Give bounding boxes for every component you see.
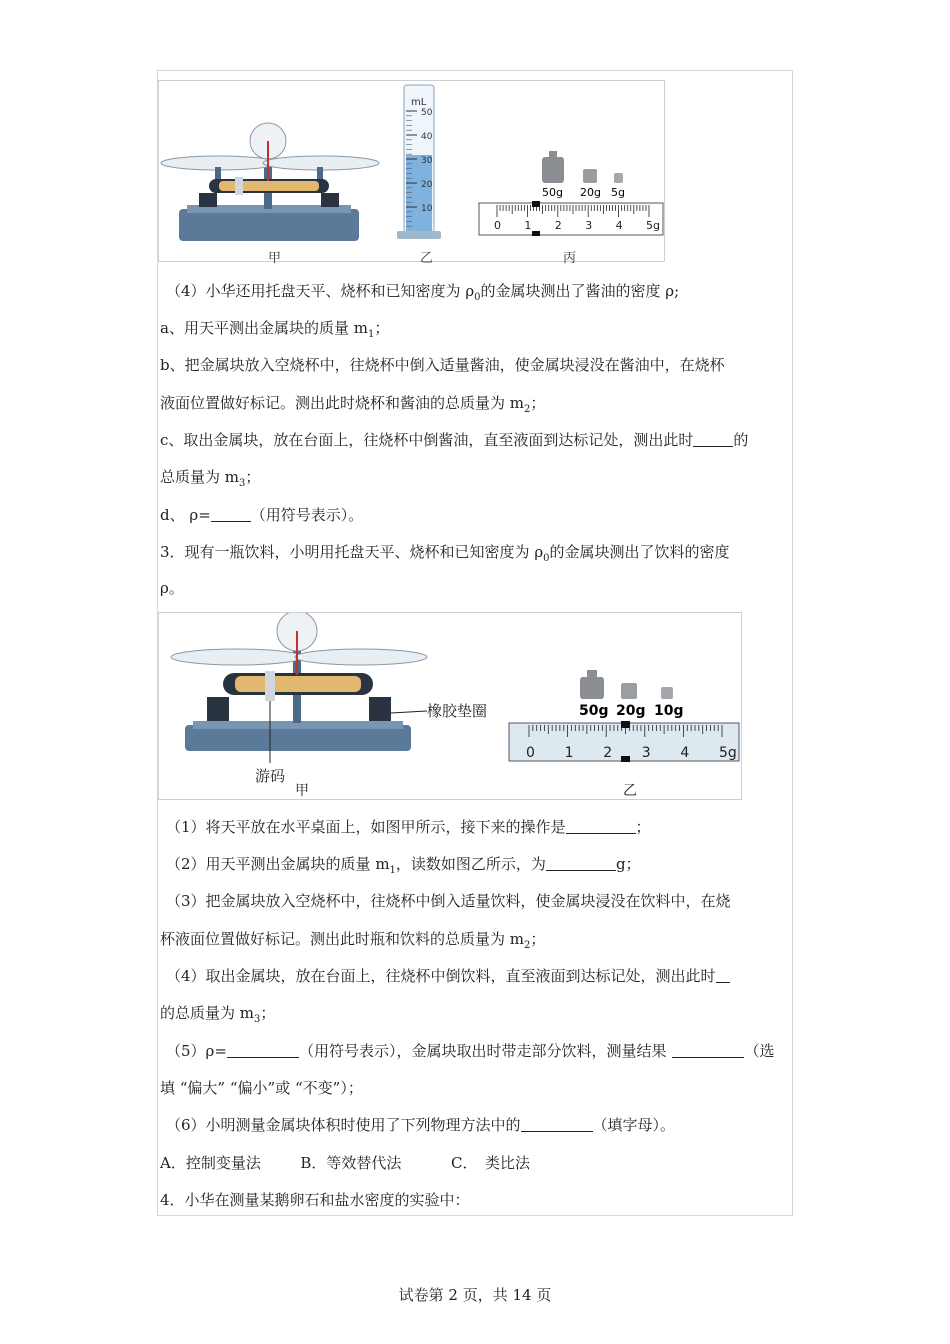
cylinder-tick-label: 10 [421, 204, 433, 214]
rider-scale [509, 723, 739, 761]
text-line: d、 ρ= （用符号表示）。 [160, 506, 364, 524]
answer-blank[interactable] [546, 856, 616, 871]
figure-balance-cylinder-weights [158, 80, 665, 262]
right-pan [295, 649, 427, 665]
figure1-drawing [159, 81, 664, 261]
left-pan [171, 649, 303, 665]
weight-20g [583, 169, 597, 183]
weight-label-5g: 5g [611, 186, 625, 199]
question-3-2: （2）用天平测出金属块的质量 $m_1$，读数如图乙所示，为 g； [166, 855, 641, 876]
scale-label: 2 [603, 745, 613, 761]
scale-label: 4 [615, 219, 623, 232]
fig2-caption-yi: 乙 [623, 783, 637, 799]
weight-label-50g: 50g [542, 186, 563, 199]
question-3-6: （6）小明测量金属块体积时使用了下列物理方法中的 （填字母）。 [166, 1116, 676, 1134]
weight-50g [542, 157, 564, 183]
fig1-caption-jia: 甲 [268, 251, 282, 266]
rider-label: 游码 [255, 767, 286, 785]
text-line: 的总质量为 $m_3$； [160, 1004, 276, 1025]
answer-blank[interactable] [693, 432, 733, 447]
cylinder-tick-label: 50 [421, 108, 433, 118]
question-3-5: （5）ρ= （用符号表示），金属块取出时带走部分饮料，测量结果 （选 [166, 1042, 775, 1060]
weight-10g [661, 687, 673, 699]
answer-blank[interactable] [716, 968, 730, 983]
question-3-3: （3）把金属块放入空烧杯中，往烧杯中倒入适量饮料，使金属块浸没在饮料中，在烧 [166, 892, 731, 910]
page-footer: 试卷第 2 页，共 14 页 [398, 1286, 552, 1304]
answer-blank[interactable] [521, 1117, 593, 1132]
weight-label-20g: 20g [580, 186, 601, 199]
scale-label: 1 [564, 745, 574, 761]
text-line: 液面位置做好标记。测出此时烧杯和酱油的总质量为 $m_2$； [160, 394, 546, 415]
scale-label: 5g [646, 219, 660, 232]
scale-label: 2 [554, 219, 562, 232]
text-line: ρ。 [160, 579, 184, 597]
scale-label: 5g [719, 745, 737, 761]
fig2-caption-jia: 甲 [295, 783, 309, 799]
text-line: 总质量为 $m_3$； [160, 468, 261, 489]
cylinder-unit: mL [411, 97, 427, 108]
balance-base [179, 209, 359, 241]
option-a[interactable]: A．控制变量法 [160, 1154, 261, 1172]
rider-scale [479, 203, 663, 235]
text-line: （4）小华还用托盘天平、烧杯和已知密度为 $\rho_0$的金属块测出了酱油的密度 ρ; [166, 282, 680, 303]
cylinder-tick-label: 40 [421, 132, 433, 142]
fig1-caption-bing: 丙 [563, 251, 577, 266]
scale-label: 3 [641, 745, 651, 761]
answer-blank[interactable] [566, 819, 636, 834]
answer-blank[interactable] [227, 1043, 299, 1058]
question-3-1: （1）将天平放在水平桌面上，如图甲所示，接下来的操作是 ； [166, 818, 651, 836]
scale-label: 0 [494, 219, 501, 232]
options-line [160, 1153, 530, 1173]
answer-blank[interactable] [672, 1043, 744, 1058]
text-line: c、取出金属块，放在台面上，往烧杯中倒酱油，直至液面到达标记处，测出此时 的 [160, 431, 749, 449]
text-line: 杯液面位置做好标记。测出此时瓶和饮料的总质量为 $m_2$； [160, 930, 546, 951]
option-b[interactable]: B．等效替代法 [300, 1154, 402, 1172]
question-4-stem: 4．小华在测量某鹅卵石和盐水密度的实验中： [160, 1191, 470, 1209]
scale-label: 3 [585, 219, 593, 232]
cylinder-tick-label: 30 [421, 156, 433, 166]
scale-label: 0 [526, 745, 535, 761]
weight-50g [580, 677, 604, 699]
rubber-ring-label: 橡胶垫圈 [427, 702, 488, 720]
question-3-stem: 3．现有一瓶饮料，小明用托盘天平、烧杯和已知密度为 $\rho_0$的金属块测出了饮料的密度 [160, 543, 730, 564]
figure2-drawing [159, 613, 741, 799]
scale-label: 4 [680, 745, 690, 761]
weight-5g [614, 173, 623, 183]
figure-balance-weights-2 [158, 612, 742, 800]
weight-label-20g: 20g [616, 703, 646, 719]
answer-blank[interactable] [211, 507, 251, 522]
text-line: 填 “偏大” “偏小”或 “不变”）； [160, 1079, 363, 1097]
weight-20g [621, 683, 637, 699]
option-c[interactable]: C． 类比法 [451, 1154, 530, 1172]
text-line: a、用天平测出金属块的质量 $m_1$； [160, 319, 390, 340]
question-3-4: （4）取出金属块，放在台面上，往烧杯中倒饮料，直至液面到达标记处，测出此时 [166, 966, 730, 986]
text-line: b、把金属块放入空烧杯中，往烧杯中倒入适量酱油，使金属块浸没在酱油中，在烧杯 [160, 356, 725, 374]
weight-label-50g: 50g [579, 703, 609, 719]
fig1-caption-yi: 乙 [420, 251, 434, 266]
weight-label-10g: 10g [654, 703, 684, 719]
cylinder-tick-label: 20 [421, 180, 433, 190]
scale-label: 1 [524, 219, 532, 232]
